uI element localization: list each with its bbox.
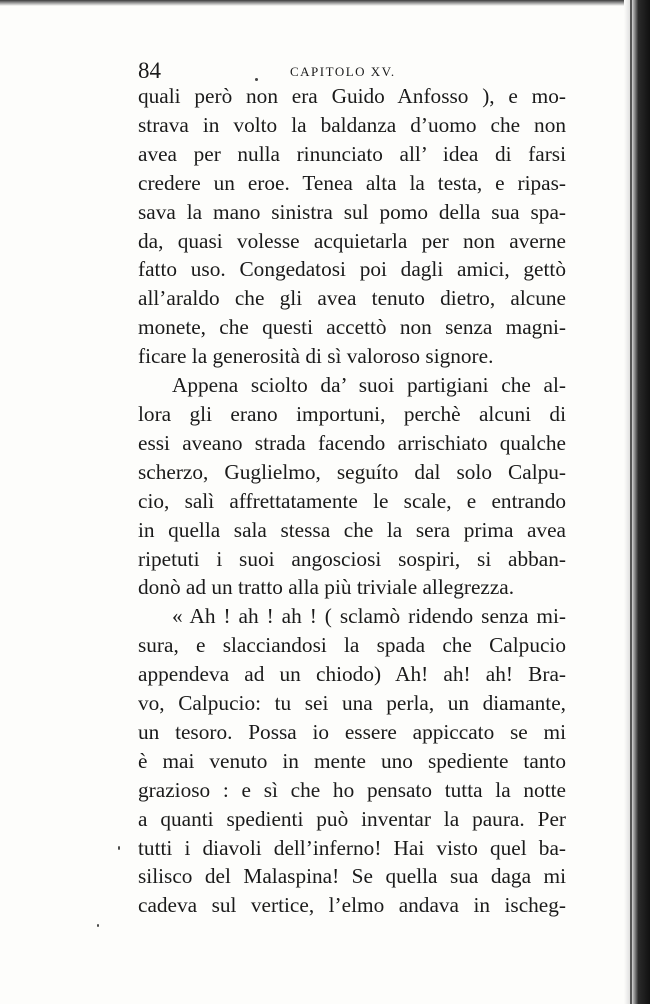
text-line: da, quasi volesse acquietarla per non averne	[138, 228, 566, 253]
text-line: lora gli erano importuni, perchè alcuni di	[138, 401, 566, 426]
paragraph	[138, 371, 566, 602]
text-line: monete, che questi accettò non senza magni-	[138, 315, 566, 340]
text-line: credere un eroe. Tenea alta la testa, e ripas-	[138, 170, 566, 195]
text-line: strava in volto la baldanza d’uomo che non	[138, 112, 566, 137]
text-line: « Ah ! ah ! ah ! ( sclamò ridendo senza mi-	[172, 604, 566, 629]
ink-speck	[255, 78, 258, 81]
text-line: fatto uso. Congedatosi poi dagli amici, gettò	[138, 257, 566, 282]
text-line: ripetuti i suoi angosciosi sospiri, si abban-	[138, 546, 566, 571]
text-line: avea per nulla rinunciato all’ idea di farsi	[138, 141, 566, 166]
text-line: cadeva sul vertice, l’elmo andava in ischeg-	[138, 893, 566, 918]
text-line: in quella sala stessa che la sera prima avea	[138, 517, 566, 542]
text-line: cio, salì affrettatamente le scale, e entrando	[138, 488, 566, 513]
text-line: un tesoro. Possa io essere appiccato se mi	[138, 719, 566, 744]
text-line: a quanti spedienti può inventar la paura. Per	[138, 806, 566, 831]
text-line: scherzo, Guglielmo, seguíto dal solo Calpu-	[138, 459, 566, 484]
text-line: essi aveano strada facendo arrischiato qualche	[138, 430, 566, 455]
text-line: donò ad un tratto alla più triviale allegrezza.	[138, 575, 515, 600]
text-line: è mai venuto in mente uno spediente tanto	[138, 748, 566, 773]
text-line: quali però non era Guido Anfosso ), e mo-	[138, 84, 566, 108]
page-top-edge	[0, 0, 650, 6]
text-line: grazioso : e sì che ho pensato tutta la notte	[138, 777, 566, 802]
text-line: Appena sciolto da’ suoi partigiani che al-	[172, 373, 566, 398]
page-number: 84	[138, 58, 161, 83]
text-line: tutti i diavoli dell’inferno! Hai visto quel ba-	[138, 835, 566, 860]
ink-speck	[97, 924, 99, 927]
text-line: appendeva ad un chiodo) Ah! ah! ah! Bra-	[138, 662, 566, 687]
text-line: sura, e slacciandosi la spada che Calpucio	[138, 633, 566, 658]
book-spine-line	[630, 0, 632, 1004]
paragraph	[138, 82, 566, 371]
body-text	[138, 82, 566, 920]
paragraph	[138, 602, 566, 920]
text-line: vo, Calpucio: tu sei una perla, un diamante,	[138, 691, 566, 716]
book-spine-shadow	[624, 0, 650, 1004]
ink-speck	[118, 846, 120, 850]
text-line: ficare la generosità di sì valoroso signore.	[138, 344, 494, 369]
running-head: CAPITOLO XV.	[290, 64, 396, 79]
text-line: all’araldo che gli avea tenuto dietro, alcune	[138, 286, 566, 311]
text-line: silisco del Malaspina! Se quella sua daga mi	[138, 864, 566, 889]
text-line: sava la mano sinistra sul pomo della sua spa-	[138, 199, 566, 224]
